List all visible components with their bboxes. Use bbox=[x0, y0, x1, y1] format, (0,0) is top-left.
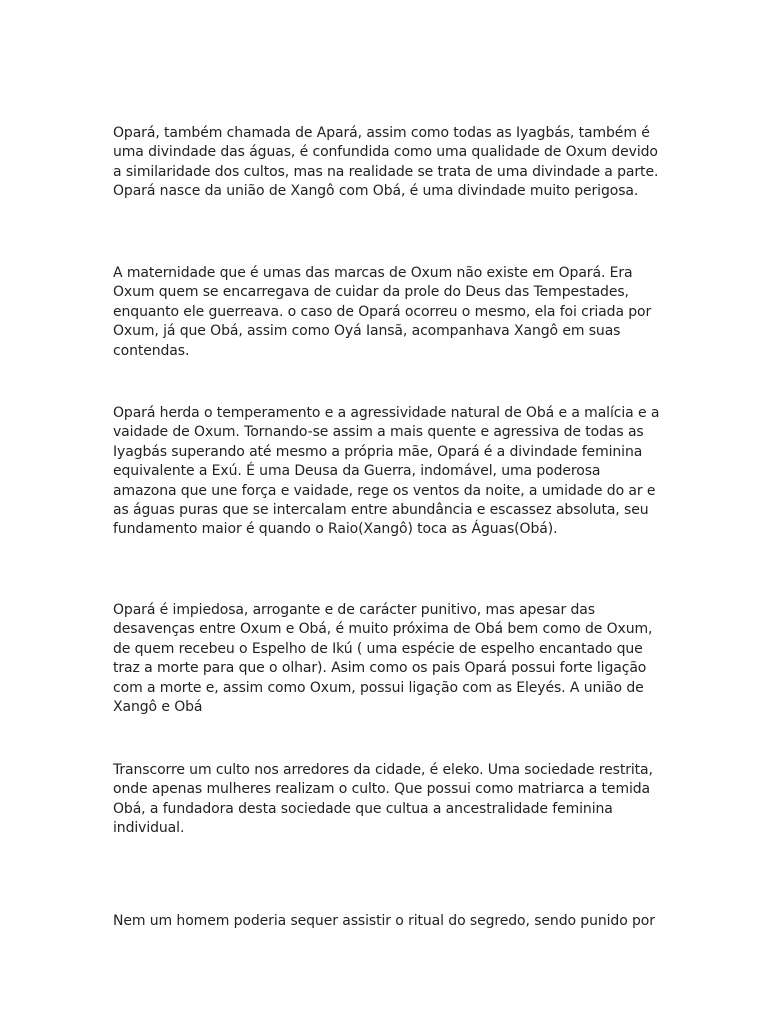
paragraph-3: Opará herda o temperamento e a agressividade natural de Obá e a malícia e a vaidade de Oxum. Tornando-se assim a mais quente e agressiva de todas as Iyagbás superando até mesmo a própria mãe, Opará é a divindade feminina equivalente a Exú. É uma Deusa da Guerra, indomável, uma poderosa amazona que une força e vaidade, rege os ventos da noite, a umidade do ar e as águas puras que se intercalam entre abundância e escassez absoluta, seu fundamento maior é quando o Raio(Xangô) toca as Águas(Obá). bbox=[113, 405, 660, 538]
paragraph-5: Transcorre um culto nos arredores da cidade, é eleko. Uma sociedade restrita, onde apenas mulheres realizam o culto. Que possui como matriarca a temida Obá, a fundadora desta sociedade que cultua a ancestralidade feminina individual. bbox=[113, 762, 653, 837]
paragraph-1: Opará, também chamada de Apará, assim como todas as Iyagbás, também é uma divindade das águas, é confundida como uma qualidade de Oxum devido a similaridade dos cultos, mas na realidade se trata de uma divindade a parte. Opará nasce da união de Xangô com Obá, é uma divindade muito perigosa. bbox=[113, 125, 659, 200]
paragraph-6: Nem um homem poderia sequer assistir o ritual do segredo, sendo punido por bbox=[113, 913, 655, 929]
paragraph-2: A maternidade que é umas das marcas de Oxum não existe em Opará. Era Oxum quem se encarregava de cuidar da prole do Deus das Tempestades, enquanto ele guerreava. o caso de Opará ocorreu o mesmo, ela foi criada por Oxum, já que Obá, assim como Oyá Iansã, acompanhava Xangô em suas contendas. bbox=[113, 265, 652, 359]
paragraph-4: Opará é impiedosa, arrogante e de carácter punitivo, mas apesar das desavenças entre Oxum e Obá, é muito próxima de Obá bem como de Oxum, de quem recebeu o Espelho de Ikú ( uma espécie de espelho encantado que traz a morte para que o olhar). Asim como os pais Opará possui forte ligação com a morte e, assim como Oxum, possui ligação com as Eleyés. A união de Xangô e Obá bbox=[113, 602, 653, 716]
